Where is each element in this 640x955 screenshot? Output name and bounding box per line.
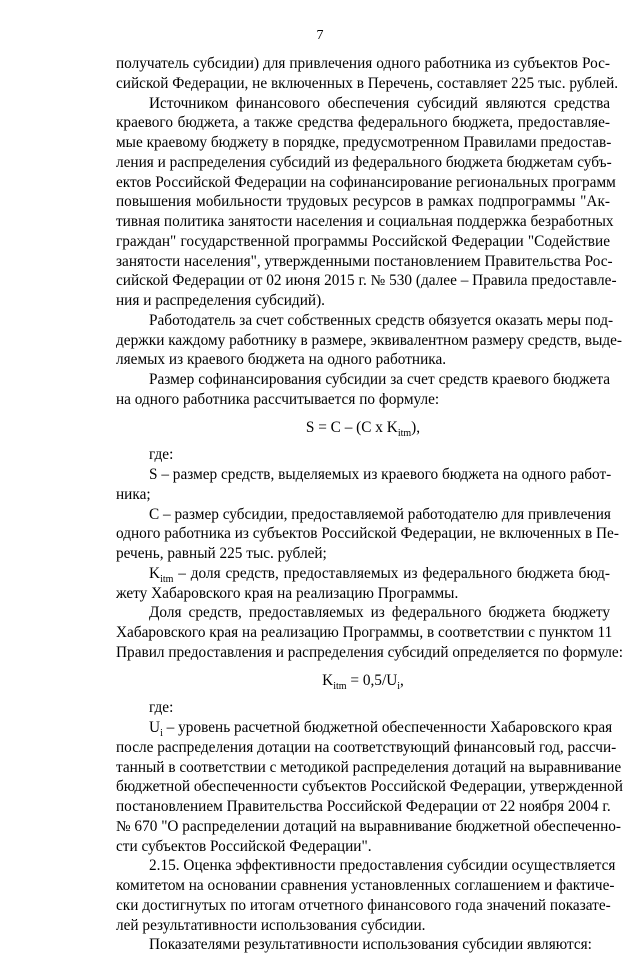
formula-s-main: S = C – (C x K [305,418,398,436]
text-line: занятости населения", утвержденными постановлением Правительства Рос- [116,252,613,270]
text-line: где: [149,446,174,464]
text-line: держки каждому работнику в размере, эквивалентном размеру средств, выде- [116,331,623,349]
text-line: Хабаровского края на реализацию Программы, в соответствии с пунктом 11 [116,624,613,641]
text-line: ния и распределения субсидий). [116,292,325,309]
text-line: получатель субсидии) для привлечения одного работника из субъектов Рос- [116,55,610,72]
text-line [116,564,610,584]
text-line: комитетом на основании сравнения установленных соглашением и фактиче- [116,877,615,894]
text-line: граждан" государственной программы Российской Федерации "Содействие [116,232,610,250]
text-line: Размер софинансирования субсидии за счет средств краевого бюджета [149,371,610,388]
text-line: ски достигнутых по итогам отчетного финансового года значений показате- [116,896,611,914]
text-line: одного работника из субъектов Российской Федерации, не включенных в Пе- [116,525,619,543]
text-line: тивная политика занятости населения и социальная поддержка безработных [116,213,614,230]
formula-k-mid: = 0,5/U [346,671,398,689]
k-definition: – доля средств, предоставляемых из федерального бюджета бюд- [173,564,610,582]
text-line [116,718,613,740]
text-line: краевого бюджета, а также средства федерального бюджета, предоставляе- [116,114,610,132]
text-line: лей результативности использования субсидии. [116,916,426,934]
formula-k-main: K [322,671,334,689]
text-line: сийской Федерации, не включенных в Перечень, составляет 225 тыс. рублей. [116,74,619,92]
text-line: 2.15. Оценка эффективности предоставления субсидии осуществляется [149,857,616,875]
formula-s-tail: ), [411,418,421,436]
text-line: мые краевому бюджету в порядке, предусмотренном Правилами предостав- [116,134,612,151]
text-line: речень, равный 225 тыс. рублей; [116,545,327,562]
text-line: Доля средств, предоставляемых из федерального бюджета бюджету [149,604,610,622]
u-definition: – уровень расчетной бюджетной обеспеченности Хабаровского края [162,719,613,736]
formula-s [116,418,610,438]
text-line: после распределения дотации на соответствующий финансовый год, рассчи- [116,738,617,756]
text-line: сти субъектов Российской Федерации". [116,837,372,855]
symbol-u-subscript: i [160,728,163,740]
text-line: Источником финансового обеспечения субсидий являются средства [149,94,610,112]
text-line: Правил предоставления и распределения субсидий определяется по формуле: [116,643,623,661]
text-line: где: [149,699,174,717]
text-line: S – размер средств, выделяемых из краевого бюджета на одного работ- [149,466,612,483]
text-line: Показателями результативности использования субсидии являются: [149,936,592,954]
text-line: ектов Российской Федерации на софинансирование региональных программ [116,173,616,191]
text-line: Работодатель за счет собственных средств обязуется оказать меры под- [149,311,614,329]
formula-k-tail: , [400,671,404,689]
text-line: ления и распределения субсидий из федерального бюджета бюджетам субъ- [116,153,612,171]
text-line: повышения мобильности трудовых ресурсов в рамках подпрограммы "Ак- [116,193,610,211]
text-line: постановлением Правительства Российской Федерации от 22 ноября 2004 г. [116,798,611,815]
document-body [116,54,623,955]
text-line: сийской Федерации от 02 июня 2015 г. № 530 (далее – Правила предоставле- [116,272,617,290]
formula-k-u-subscript: i [397,680,401,692]
text-line: C – размер субсидии, предоставляемой работодателю для привлечения [149,505,611,523]
symbol-u: U [149,719,161,736]
text-line: ляемых из краевого бюджета на одного работника. [116,351,447,369]
text-line: ника; [116,485,151,503]
symbol-k: K [149,564,161,582]
text-line: № 670 "О распределении дотаций на выравнивание бюджетной обеспеченно- [116,817,622,835]
formula-k [116,671,610,691]
formula-k-subscript: itm [333,680,347,692]
text-line: танный в соответствии с методикой распределения дотаций на выравнивание [116,758,622,776]
formula-s-subscript: itm [397,427,412,439]
page-number: 7 [316,28,324,43]
text-line: на одного работника рассчитывается по формуле: [116,390,440,408]
text-line: жету Хабаровского края на реализацию Программы. [116,584,459,602]
symbol-k-subscript: itm [160,573,174,585]
text-line: бюджетной обеспеченности субъектов Российской Федерации, утвержденной [116,778,623,796]
